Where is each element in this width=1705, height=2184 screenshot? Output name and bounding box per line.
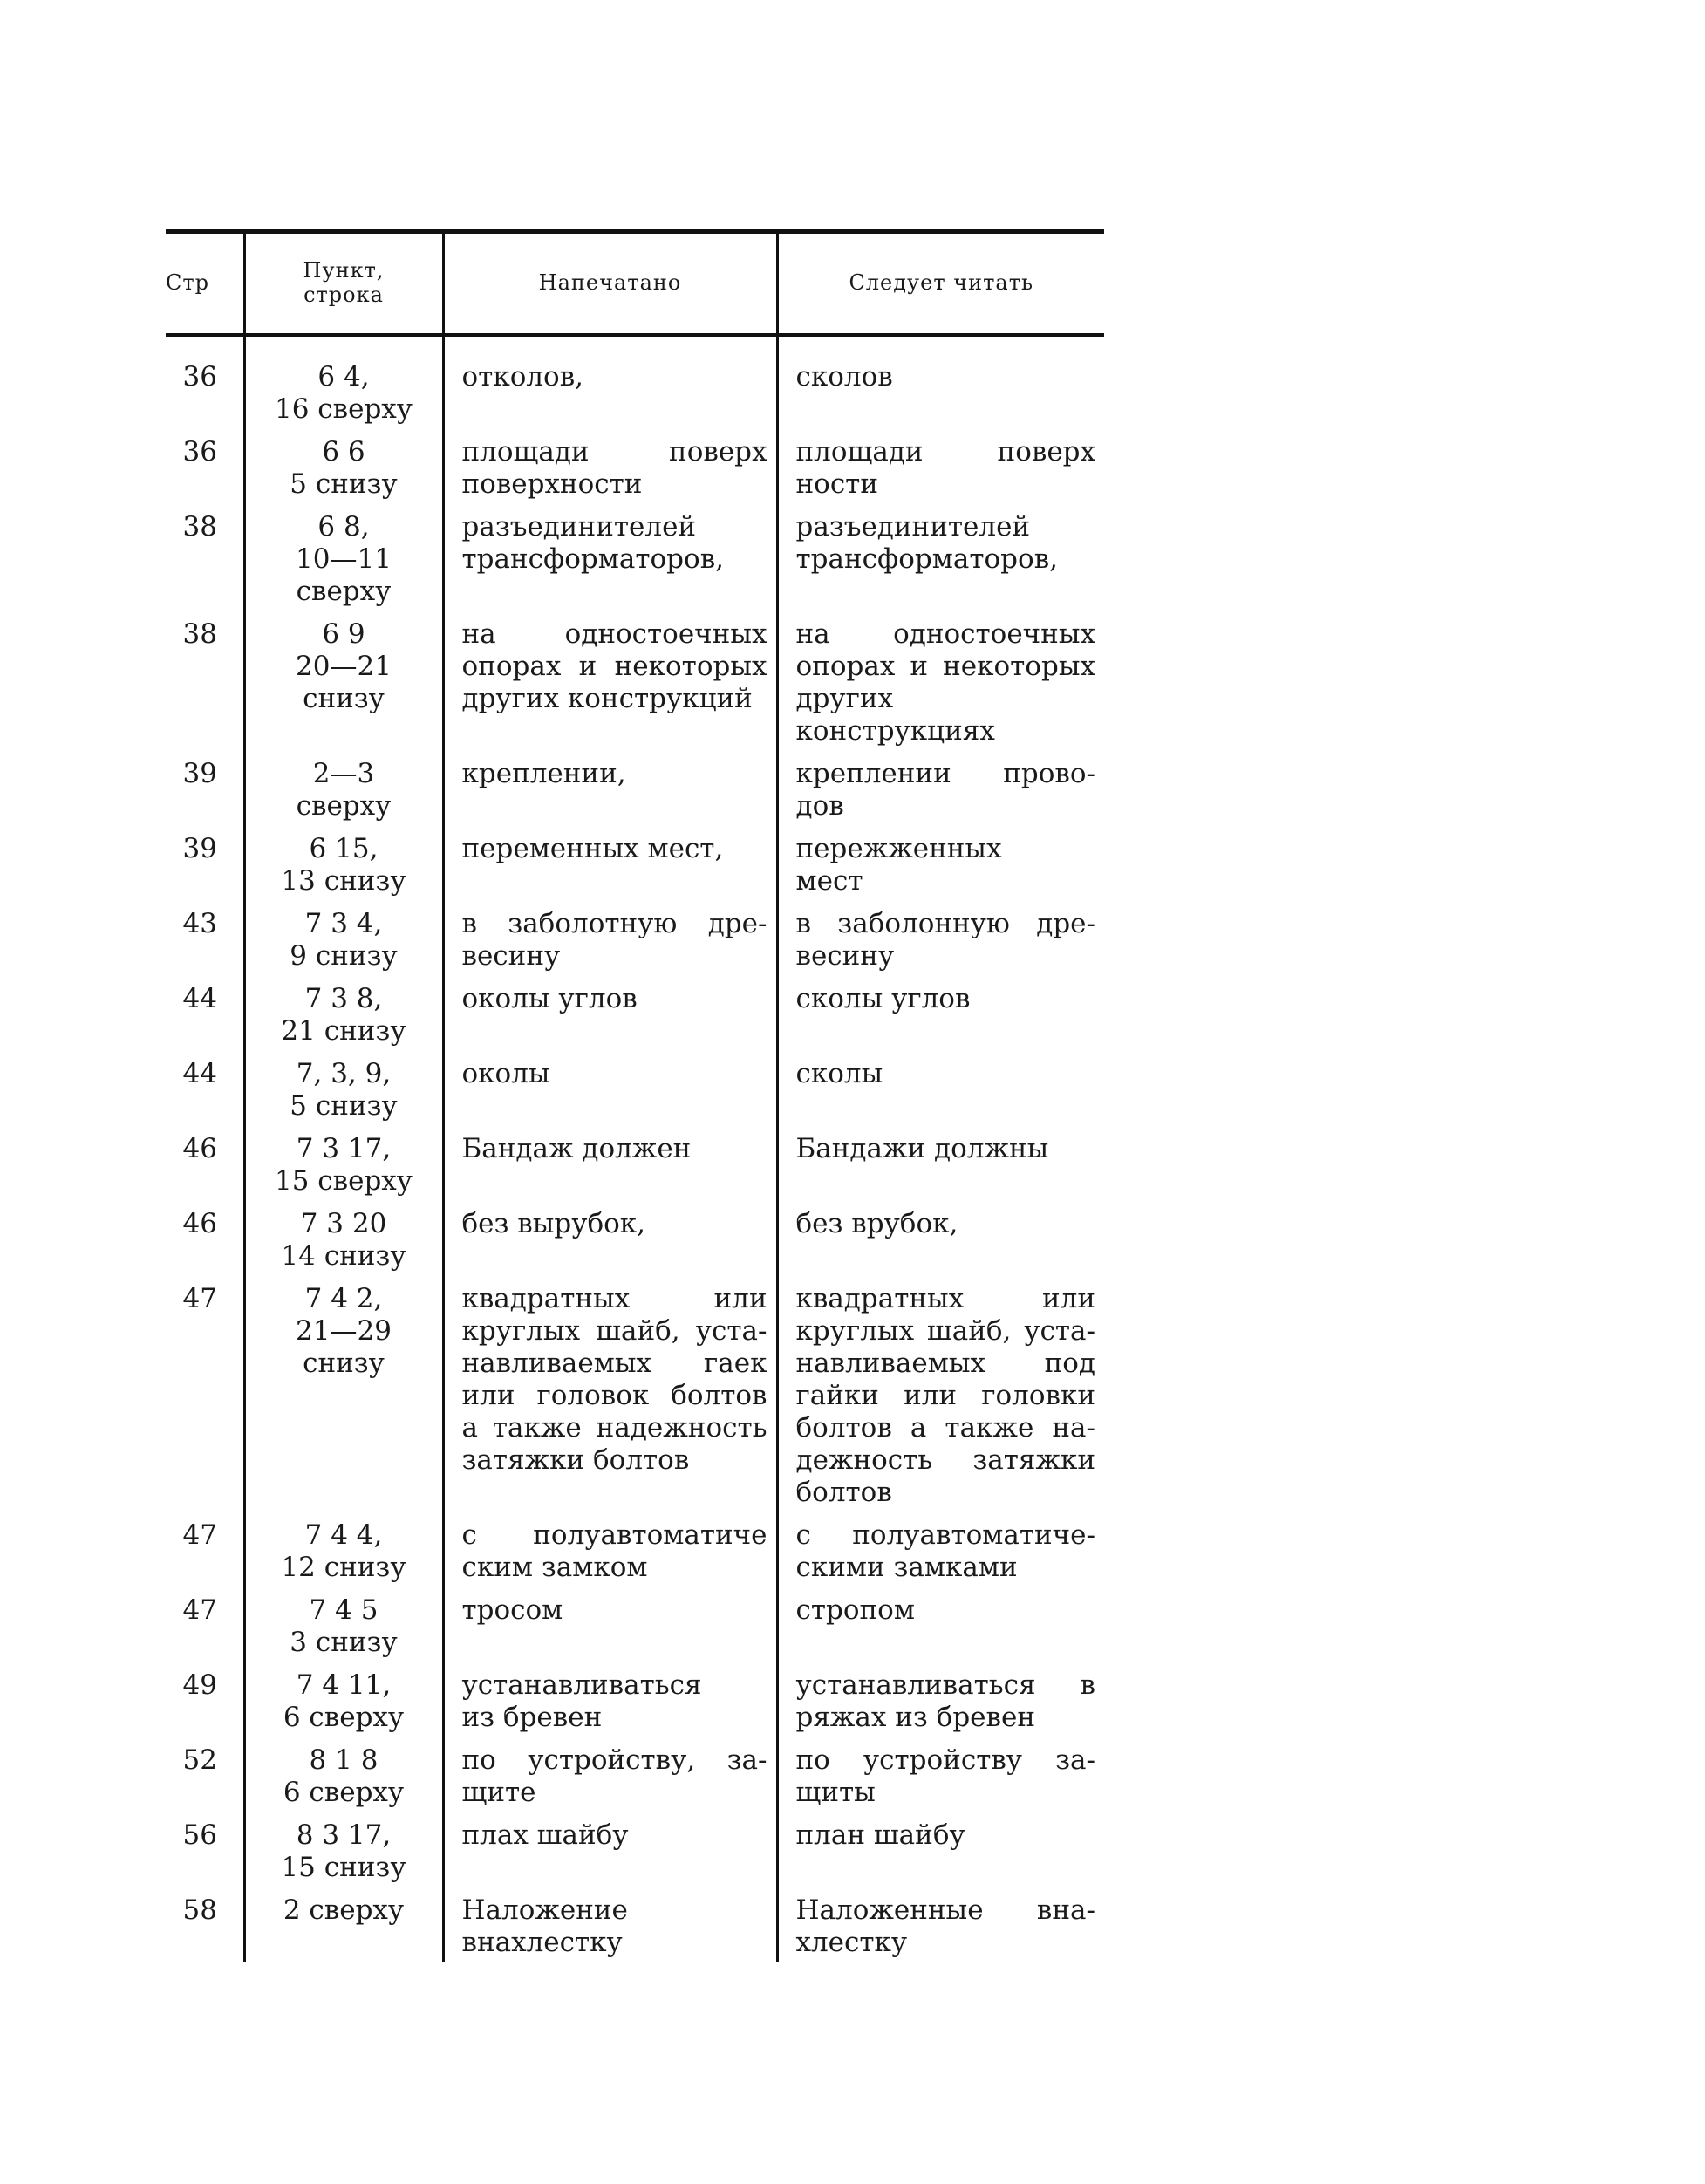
cell-page: 36 bbox=[182, 361, 217, 392]
table-row bbox=[166, 751, 1104, 826]
table-body bbox=[166, 337, 1104, 1962]
text-line: площади поверх bbox=[795, 436, 1095, 468]
cell-page: 47 bbox=[182, 1519, 217, 1551]
text-line: устанавливаться в bbox=[795, 1669, 1095, 1701]
table-row bbox=[166, 337, 1104, 429]
table-row bbox=[166, 976, 1104, 1051]
text-line: весину bbox=[461, 940, 561, 972]
cell-printed bbox=[443, 504, 777, 611]
cell-page: 44 bbox=[182, 983, 217, 1014]
text-line: или головок болтов bbox=[461, 1380, 767, 1411]
text-line: Наложенные вна- bbox=[795, 1894, 1095, 1926]
cell-page: 47 bbox=[182, 1594, 217, 1626]
cell-page: 47 bbox=[182, 1283, 217, 1314]
text-line: с полуавтоматиче- bbox=[795, 1519, 1095, 1551]
header-correct: Следует читать bbox=[777, 234, 1104, 333]
cell-page: 39 bbox=[182, 833, 217, 864]
text-line: околы углов bbox=[461, 983, 638, 1014]
cell-item: 6 6 5 снизу bbox=[244, 429, 443, 504]
text-line: устанавливаться bbox=[461, 1669, 702, 1701]
table-row bbox=[166, 1662, 1104, 1737]
text-line: разъединителей bbox=[461, 511, 697, 543]
cell-page: 58 bbox=[182, 1894, 217, 1926]
text-line: по устройству, за- bbox=[461, 1744, 767, 1776]
text-line: дов bbox=[795, 790, 844, 822]
text-line: скими замками bbox=[795, 1552, 1018, 1583]
text-line: гайки или головки bbox=[795, 1380, 1095, 1411]
text-line: мест bbox=[795, 865, 863, 897]
header-printed: Напечатано bbox=[443, 234, 777, 333]
cell-item: 7 3 8, 21 снизу bbox=[244, 976, 443, 1051]
table-header bbox=[166, 234, 1104, 333]
cell-correct bbox=[777, 1587, 1104, 1662]
cell-printed bbox=[443, 976, 777, 1051]
text-line: Бандажи должны bbox=[795, 1133, 1049, 1164]
cell-item: 7 3 17, 15 сверху bbox=[244, 1126, 443, 1201]
text-line: стропом bbox=[795, 1594, 915, 1626]
text-line: площади поверх bbox=[461, 436, 767, 468]
text-line: ским замком bbox=[461, 1552, 648, 1583]
text-line: весину bbox=[795, 940, 895, 972]
text-line: хлестку bbox=[795, 1927, 908, 1958]
cell-printed bbox=[443, 826, 777, 901]
cell-item: 8 1 8 6 сверху bbox=[244, 1737, 443, 1812]
text-line: квадратных или bbox=[795, 1283, 1095, 1314]
text-line: на одностоечных bbox=[795, 618, 1095, 650]
cell-printed bbox=[443, 611, 777, 751]
cell-printed bbox=[443, 751, 777, 826]
cell-printed bbox=[443, 1887, 777, 1962]
text-line: сколы углов bbox=[795, 983, 971, 1014]
text-line: навливаемых гаек bbox=[461, 1348, 767, 1379]
errata-table-block bbox=[166, 229, 1104, 1962]
cell-item: 6 4, 16 сверху bbox=[244, 337, 443, 429]
cell-correct bbox=[777, 1512, 1104, 1587]
table-row bbox=[166, 1051, 1104, 1126]
text-line: пережженных bbox=[795, 833, 1002, 864]
table-row bbox=[166, 1812, 1104, 1887]
cell-correct bbox=[777, 1737, 1104, 1812]
cell-item: 7 3 4, 9 снизу bbox=[244, 901, 443, 976]
text-line: опорах и некоторых bbox=[461, 651, 767, 682]
errata-body bbox=[166, 337, 1104, 1962]
text-line: переменных мест, bbox=[461, 833, 724, 864]
cell-printed bbox=[443, 1126, 777, 1201]
cell-printed bbox=[443, 337, 777, 429]
text-line: а также надежность bbox=[461, 1412, 767, 1443]
table-row bbox=[166, 1587, 1104, 1662]
table-row bbox=[166, 1126, 1104, 1201]
cell-correct bbox=[777, 976, 1104, 1051]
cell-correct bbox=[777, 826, 1104, 901]
cell-item: 8 3 17, 15 снизу bbox=[244, 1812, 443, 1887]
cell-correct bbox=[777, 504, 1104, 611]
cell-printed bbox=[443, 1201, 777, 1276]
text-line: других конструкций bbox=[461, 683, 753, 714]
cell-correct bbox=[777, 1126, 1104, 1201]
text-line: круглых шайб, уста- bbox=[795, 1315, 1095, 1347]
text-line: Наложение bbox=[461, 1894, 628, 1926]
text-line: затяжки болтов bbox=[461, 1444, 690, 1476]
text-line: без врубок, bbox=[795, 1208, 958, 1239]
cell-page: 49 bbox=[182, 1669, 217, 1701]
cell-item: 6 8, 10—11 сверху bbox=[244, 504, 443, 611]
cell-correct bbox=[777, 1276, 1104, 1512]
text-line: плах шайбу bbox=[461, 1819, 629, 1851]
text-line: в заболонную дре- bbox=[795, 908, 1095, 939]
cell-page: 52 bbox=[182, 1744, 217, 1776]
cell-correct bbox=[777, 1887, 1104, 1962]
cell-item: 6 9 20—21 снизу bbox=[244, 611, 443, 751]
cell-correct bbox=[777, 1201, 1104, 1276]
text-line: ности bbox=[795, 468, 878, 500]
text-line: опорах и некоторых bbox=[795, 651, 1095, 682]
cell-page: 46 bbox=[182, 1133, 217, 1164]
cell-page: 38 bbox=[182, 511, 217, 543]
table-row bbox=[166, 1276, 1104, 1512]
text-line: тросом bbox=[461, 1594, 563, 1626]
cell-page: 46 bbox=[182, 1208, 217, 1239]
text-line: щиты bbox=[795, 1777, 876, 1808]
text-line: отколов, bbox=[461, 361, 584, 392]
cell-printed bbox=[443, 1587, 777, 1662]
text-line: навливаемых под bbox=[795, 1348, 1095, 1379]
cell-printed bbox=[443, 1737, 777, 1812]
text-line: щите bbox=[461, 1777, 536, 1808]
cell-correct bbox=[777, 1662, 1104, 1737]
text-line: трансформаторов, bbox=[461, 543, 724, 575]
cell-correct bbox=[777, 751, 1104, 826]
header-item bbox=[244, 234, 443, 333]
cell-printed bbox=[443, 1662, 777, 1737]
cell-printed bbox=[443, 1812, 777, 1887]
text-line: внахлестку bbox=[461, 1927, 623, 1958]
text-line: план шайбу bbox=[795, 1819, 965, 1851]
cell-page: 44 bbox=[182, 1058, 217, 1089]
text-line: разъединителей bbox=[795, 511, 1031, 543]
cell-printed bbox=[443, 1512, 777, 1587]
cell-item: 7 4 4, 12 снизу bbox=[244, 1512, 443, 1587]
text-line: в заболотную дре- bbox=[461, 908, 767, 939]
cell-item: 7 4 2, 21—29 снизу bbox=[244, 1276, 443, 1512]
text-line: трансформаторов, bbox=[795, 543, 1058, 575]
cell-page: 56 bbox=[182, 1819, 217, 1851]
cell-correct bbox=[777, 429, 1104, 504]
cell-correct bbox=[777, 1812, 1104, 1887]
text-line: других конструкциях bbox=[795, 683, 995, 747]
text-line: по устройству за- bbox=[795, 1744, 1095, 1776]
cell-printed bbox=[443, 429, 777, 504]
cell-printed bbox=[443, 1276, 777, 1512]
table-row bbox=[166, 826, 1104, 901]
text-line: сколов bbox=[795, 361, 893, 392]
text-line: дежность затяжки bbox=[795, 1444, 1095, 1476]
header-page: Стр bbox=[166, 270, 210, 296]
table-row bbox=[166, 611, 1104, 751]
cell-page: 43 bbox=[182, 908, 217, 939]
text-line: квадратных или bbox=[461, 1283, 767, 1314]
text-line: без вырубок, bbox=[461, 1208, 646, 1239]
text-line: сколы bbox=[795, 1058, 883, 1089]
cell-page: 38 bbox=[182, 618, 217, 650]
table-row bbox=[166, 504, 1104, 611]
cell-printed bbox=[443, 1051, 777, 1126]
cell-item: 7 4 11, 6 сверху bbox=[244, 1662, 443, 1737]
cell-page: 36 bbox=[182, 436, 217, 468]
cell-item: 2 сверху bbox=[244, 1887, 443, 1962]
text-line: с полуавтоматиче bbox=[461, 1519, 767, 1551]
text-line: круглых шайб, уста- bbox=[461, 1315, 767, 1347]
cell-item: 7, 3, 9, 5 снизу bbox=[244, 1051, 443, 1126]
text-line: из бревен bbox=[461, 1702, 603, 1733]
header-item-label: Пункт, строка bbox=[303, 258, 385, 307]
cell-correct bbox=[777, 337, 1104, 429]
text-line: болтов bbox=[795, 1477, 892, 1508]
cell-item: 7 3 20 14 снизу bbox=[244, 1201, 443, 1276]
text-line: ряжах из бревен bbox=[795, 1702, 1035, 1733]
table-row bbox=[166, 1512, 1104, 1587]
table-row bbox=[166, 429, 1104, 504]
text-line: креплении, bbox=[461, 758, 626, 789]
cell-item: 6 15, 13 снизу bbox=[244, 826, 443, 901]
text-line: креплении прово- bbox=[795, 758, 1095, 789]
cell-item: 2—3 сверху bbox=[244, 751, 443, 826]
cell-correct bbox=[777, 901, 1104, 976]
text-line: Бандаж должен bbox=[461, 1133, 692, 1164]
cell-item: 7 4 5 3 снизу bbox=[244, 1587, 443, 1662]
table-row bbox=[166, 1887, 1104, 1962]
table-row bbox=[166, 1737, 1104, 1812]
text-line: болтов а также на- bbox=[795, 1412, 1095, 1443]
cell-correct bbox=[777, 611, 1104, 751]
text-line: на одностоечных bbox=[461, 618, 767, 650]
text-line: поверхности bbox=[461, 468, 643, 500]
errata-table bbox=[166, 234, 1104, 333]
cell-printed bbox=[443, 901, 777, 976]
table-row bbox=[166, 1201, 1104, 1276]
table-row bbox=[166, 901, 1104, 976]
cell-correct bbox=[777, 1051, 1104, 1126]
text-line: околы bbox=[461, 1058, 550, 1089]
cell-page: 39 bbox=[182, 758, 217, 789]
